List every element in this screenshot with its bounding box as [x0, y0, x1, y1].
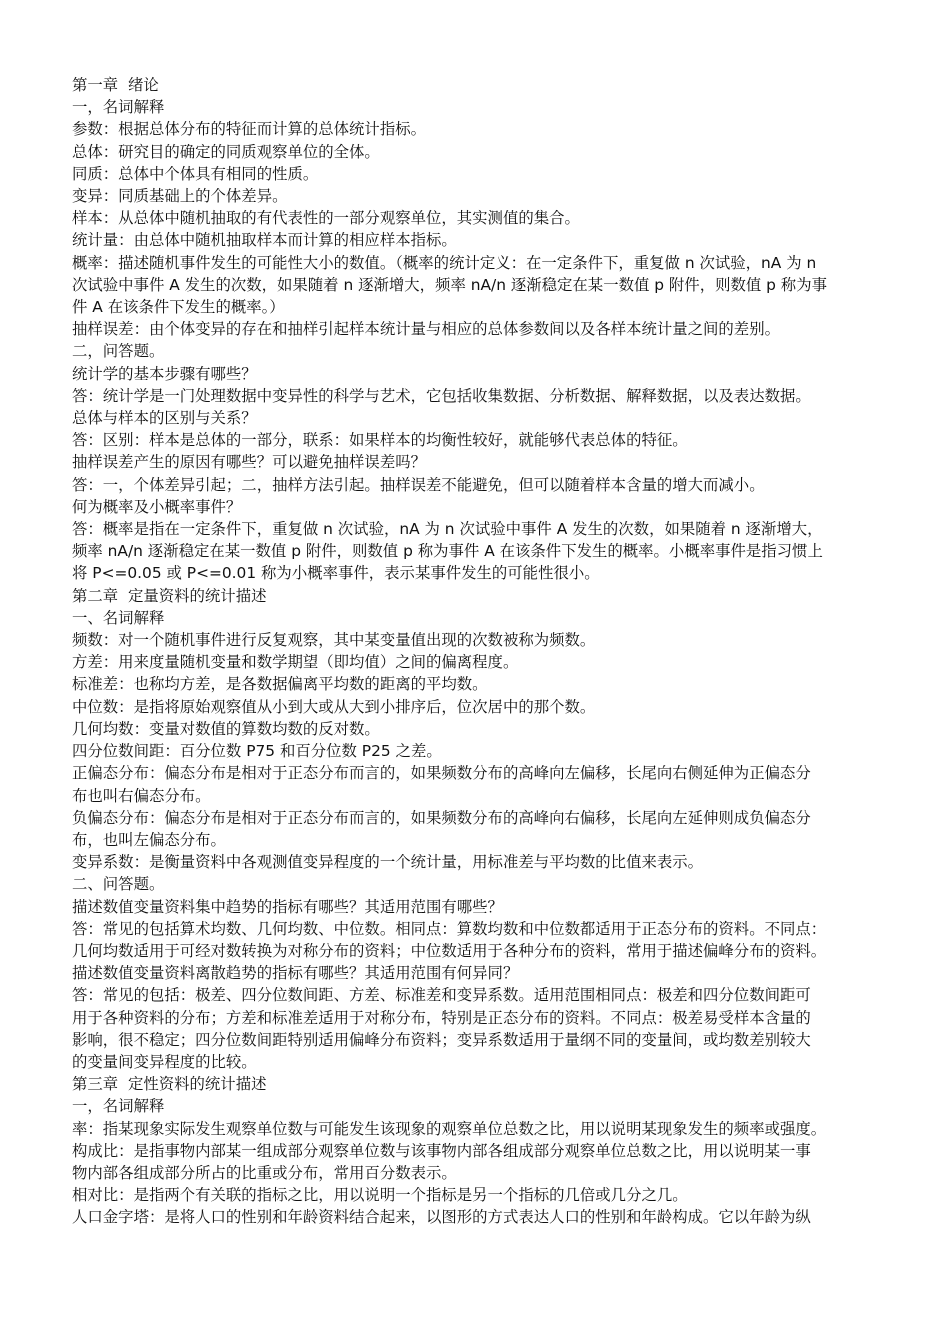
- text-line: 频率 nA/n 逐渐稳定在某一数值 p 附件，则数值 p 称为事件 A 在该条件下发生的概率。小概率事件是指习惯上: [72, 542, 823, 561]
- definition-sampling-error: 抽样误差：由个体变异的存在和抽样引起样本统计量与相应的总体参数间以及各样本统计量之间的差别。: [72, 320, 780, 339]
- definition-negative-skew: 负偏态分布：偏态分布是相对于正态分布而言的，如果频数分布的高峰向右偏移，长尾向左延伸则成负偏态分: [72, 808, 811, 827]
- text-line: 布也叫右偏态分布。: [72, 786, 211, 805]
- definition-interquartile-range: 四分位数间距：百分位数 P75 和百分位数 P25 之差。: [72, 742, 442, 761]
- text-line: 件 A 在该条件下发生的概率。）: [72, 298, 285, 317]
- section-heading: 一，名词解释: [72, 1097, 165, 1116]
- question: 总体与样本的区别与关系？: [72, 409, 257, 428]
- definition-statistic: 统计量：由总体中随机抽取样本而计算的相应样本指标。: [72, 231, 457, 250]
- answer: 答：常见的包括算术均数、几何均数、中位数。相同点：算数均数和中位数都适用于正态分布的资料。不同点：: [72, 919, 827, 938]
- definition-rate: 率：指某现象实际发生观察单位数与可能发生该现象的观察单位总数之比，用以说明某现象发生的频率或强度。: [72, 1119, 827, 1138]
- section-heading: 一，名词解释: [72, 98, 165, 117]
- text-line: 布，也叫左偏态分布。: [72, 830, 226, 849]
- definition-frequency: 频数：对一个随机事件进行反复观察，其中某变量值出现的次数被称为频数。: [72, 631, 596, 650]
- text-line: 几何均数适用于可经对数转换为对称分布的资料；中位数适用于各种分布的资料，常用于描述偏峰分布的资料。: [72, 941, 827, 960]
- definition-coefficient-of-variation: 变异系数：是衡量资料中各观测值变异程度的一个统计量，用标准差与平均数的比值来表示。: [72, 853, 704, 872]
- question: 描述数值变量资料离散趋势的指标有哪些？其适用范围有何异同？: [72, 964, 519, 983]
- definition-proportion: 构成比：是指事物内部某一组成部分观察单位数与该事物内部各组成部分观察单位总数之比，用以说明某一事: [72, 1141, 811, 1160]
- section-heading: 一、名词解释: [72, 608, 165, 627]
- document-body: [72, 74, 880, 1229]
- section-heading: 二、问答题。: [72, 875, 165, 894]
- answer: 答：常见的包括：极差、四分位数间距、方差、标准差和变异系数。适用范围相同点：极差和四分位数间距可: [72, 986, 811, 1005]
- definition-variance: 方差：用来度量随机变量和数学期望（即均值）之间的偏离程度。: [72, 653, 519, 672]
- definition-median: 中位数：是指将原始观察值从小到大或从大到小排序后，位次居中的那个数。: [72, 697, 596, 716]
- chapter-1-heading: 第一章 绪论: [72, 76, 159, 94]
- definition-homogeneity: 同质：总体中个体具有相同的性质。: [72, 164, 319, 183]
- answer: 答：概率是指在一定条件下，重复做 n 次试验，nA 为 n 次试验中事件 A 发生的次数，如果随着 n 逐渐增大，: [72, 520, 823, 539]
- text-line: 物内部各组成部分所占的比重或分布，常用百分数表示。: [72, 1163, 457, 1182]
- definition-sample: 样本：从总体中随机抽取的有代表性的一部分观察单位，其实测值的集合。: [72, 209, 580, 228]
- text-line: 将 P<=0.05 或 P<=0.01 称为小概率事件，表示某事件发生的可能性很小。: [72, 564, 600, 583]
- section-heading: 二，问答题。: [72, 342, 165, 361]
- definition-standard-deviation: 标准差：也称均方差，是各数据偏离平均数的距离的平均数。: [72, 675, 488, 694]
- answer: 答：区别：样本是总体的一部分，联系：如果样本的均衡性较好，就能够代表总体的特征。: [72, 431, 688, 450]
- definition-positive-skew: 正偏态分布：偏态分布是相对于正态分布而言的，如果频数分布的高峰向左偏移，长尾向右侧延伸为正偏态分: [72, 764, 811, 783]
- answer: 答：统计学是一门处理数据中变异性的科学与艺术，它包括收集数据、分析数据、解释数据，以及表达数据。: [72, 386, 811, 405]
- definition-geometric-mean: 几何均数：变量对数值的算数均数的反对数。: [72, 719, 380, 738]
- definition-parameter: 参数：根据总体分布的特征而计算的总体统计指标。: [72, 120, 426, 139]
- question: 描述数值变量资料集中趋势的指标有哪些？其适用范围有哪些？: [72, 897, 503, 916]
- answer: 答：一，个体差异引起；二，抽样方法引起。抽样误差不能避免，但可以随着样本含量的增大而减小。: [72, 475, 765, 494]
- definition-variation: 变异：同质基础上的个体差异。: [72, 187, 288, 206]
- question: 抽样误差产生的原因有哪些？可以避免抽样误差吗？: [72, 453, 426, 472]
- question: 统计学的基本步骤有哪些？: [72, 364, 257, 383]
- text-line: 次试验中事件 A 发生的次数，如果随着 n 逐渐增大，频率 nA/n 逐渐稳定在某一数值 p 附件，则数值 p 称为事: [72, 275, 827, 294]
- chapter-2-heading: 第二章 定量资料的统计描述: [72, 586, 267, 605]
- definition-population: 总体：研究目的确定的同质观察单位的全体。: [72, 142, 380, 161]
- text-line: 的变量间变异程度的比较。: [72, 1052, 257, 1071]
- definition-relative-ratio: 相对比：是指两个有关联的指标之比，用以说明一个指标是另一个指标的几倍或几分之几。: [72, 1186, 688, 1205]
- text-line: 影响，很不稳定；四分位数间距特别适用偏峰分布资料；变异系数适用于量纲不同的变量间，或均数差别较大: [72, 1030, 811, 1049]
- definition-probability: 概率：描述随机事件发生的可能性大小的数值。（概率的统计定义：在一定条件下，重复做 n 次试验，nA 为 n: [72, 253, 817, 272]
- question: 何为概率及小概率事件？: [72, 497, 242, 516]
- definition-population-pyramid: 人口金字塔：是将人口的性别和年龄资料结合起来，以图形的方式表达人口的性别和年龄构成。它以年龄为纵: [72, 1208, 811, 1227]
- text-line: 用于各种资料的分布；方差和标准差适用于对称分布，特别是正态分布的资料。不同点：极差易受样本含量的: [72, 1008, 811, 1027]
- chapter-3-heading: 第三章 定性资料的统计描述: [72, 1075, 267, 1094]
